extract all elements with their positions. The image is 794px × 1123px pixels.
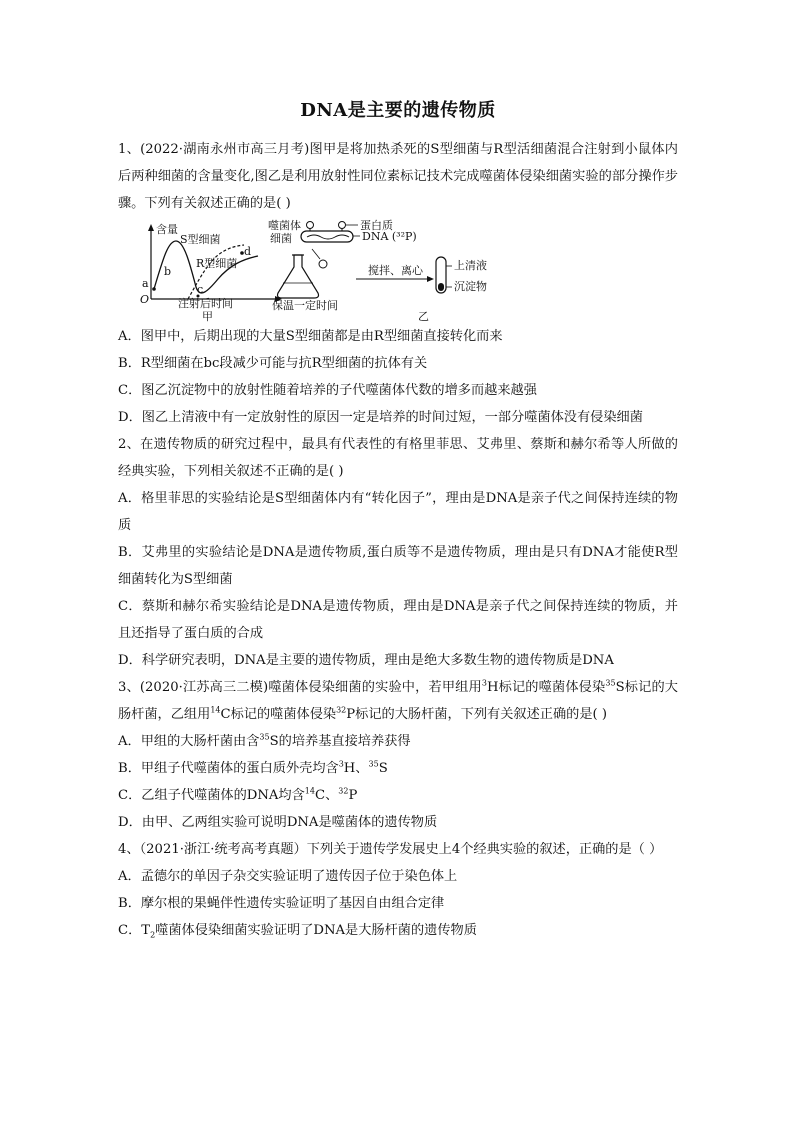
q2-option-d: D．科学研究表明，DNA是主要的遗传物质，理由是绝大多数生物的遗传物质是DNA (118, 653, 614, 668)
q2-stem: 2、在遗传物质的研究过程中，最具有代表性的有格里菲思、艾弗里、蔡斯和赫尔希等人所做的经典实验，下列相关叙述不正确的是( ) (118, 437, 678, 479)
q3-opt-b-sup: 35 (368, 759, 379, 769)
q2-option-a: A．格里菲思的实验结论是S型细菌体内有“转化因子”，理由是DNA是亲子代之间保持连续的物质 (118, 491, 678, 533)
q3-stem-part: C标记的噬菌体侵染 (220, 707, 337, 722)
fig-jia-b-point: b (164, 265, 172, 278)
q3-opt-a-part: S的培养基直接培养获得 (269, 734, 411, 749)
fig-jia-d-point: d (244, 245, 252, 258)
q3-opt-c-part: C、 (314, 788, 339, 803)
fig-yi-super-label: 上清液 (454, 259, 487, 272)
q4-option-c (118, 917, 678, 944)
q3-opt-b-part: S (378, 761, 388, 776)
fig-jia-r-label: R型细菌 (196, 257, 238, 270)
q1-option-a: A．图甲中，后期出现的大量S型细菌都是由R型细菌直接转化而来 (118, 329, 503, 344)
q3-option-d: D．由甲、乙两组实验可说明DNA是噬菌体的遗传物质 (118, 815, 438, 830)
q1-stem: 1、(2022·湖南永州市高三月考)图甲是将加热杀死的S型细菌与R型活细菌混合注射到小鼠体内后两种细菌的含量变化,图乙是利用放射性同位素标记技术完成噬菌体侵染细菌实验的部分操作步骤。下列有关叙述正确的是( ) (118, 142, 678, 211)
q1-figure (118, 219, 678, 323)
q4-opt-c-sub: 2 (150, 930, 156, 940)
q3-opt-c-part: C．乙组子代噬菌体的DNA均含 (118, 788, 305, 803)
fig-jia-origin: O (140, 293, 150, 306)
fig-jia-name: 甲 (202, 310, 213, 323)
q3-opt-b-part: H、 (343, 761, 369, 776)
q3-opt-c-sup: 14 (304, 786, 315, 796)
q3-option-b (118, 755, 678, 782)
q4-opt-c-part: 噬菌体侵染细菌实验证明了DNA是大肠杆菌的遗传物质 (155, 923, 477, 938)
q4-option-a: A．孟德尔的单因子杂交实验证明了遗传因子位于染色体上 (118, 869, 458, 884)
fig-yi-bacteria-label: 细菌 (270, 232, 292, 245)
q3-opt-b-sup: 3 (338, 759, 344, 769)
fig-yi-incubate-label: 保温一定时间 (272, 299, 338, 312)
fig-jia-x-label: 注射后时间 (178, 297, 233, 310)
q3-stem-part: P标记的大肠杆菌，下列有关叙述正确的是( ) (346, 707, 608, 722)
page-title: DNA是主要的遗传物质 (300, 100, 496, 121)
q3-stem-part: S标记的大肠杆菌，乙组用 (118, 680, 678, 722)
q2-option-b: B．艾弗里的实验结论是DNA是遗传物质,蛋白质等不是遗传物质，理由是只有DNA才能使R型细菌转化为S型细菌 (118, 545, 678, 587)
q3-option-a (118, 728, 678, 755)
q3-sup-14c: 14 (210, 705, 221, 715)
q1-option-b: B．R型细菌在bc段减少可能与抗R型细菌的抗体有关 (118, 356, 428, 371)
q3-opt-b-part: B．甲组子代噬菌体的蛋白质外壳均含 (118, 761, 339, 776)
fig-yi-phage-label: 噬菌体 (268, 219, 301, 232)
fig-yi-protein-label: 蛋白质 (360, 219, 393, 232)
q3-stem (118, 674, 678, 728)
fig-jia-y-label: 含量 (156, 223, 178, 236)
q1-option-c: C．图乙沉淀物中的放射性随着培养的子代噬菌体代数的增多而越来越强 (118, 383, 537, 398)
q3-opt-c-part: P (348, 788, 358, 803)
fig-yi-name: 乙 (418, 310, 429, 323)
q3-opt-a-part: A．甲组的大肠杆菌由含 (118, 734, 260, 749)
document-page (118, 96, 678, 944)
fig-yi-pellet-label: 沉淀物 (454, 280, 487, 293)
q3-opt-a-sup: 35 (259, 732, 270, 742)
q3-stem-part: 3、(2020·江苏高三二模)噬菌体侵染细菌的实验中，若甲组用 (118, 680, 482, 695)
q2-option-c: C．蔡斯和赫尔希实验结论是DNA是遗传物质，理由是DNA是亲子代之间保持连续的物质，并且还指导了蛋白质的合成 (118, 599, 678, 641)
fig-jia-c-point: c (197, 283, 204, 296)
q4-option-b: B．摩尔根的果蝇伴性遗传实验证明了基因自由组合定律 (118, 896, 445, 911)
q3-opt-c-sup: 32 (338, 786, 349, 796)
q3-stem-part: H标记的噬菌体侵染 (486, 680, 606, 695)
q4-opt-c-part: C．T (118, 923, 151, 938)
fig-jia-a-point: a (142, 277, 149, 290)
q4-stem: 4、（2021·浙江·统考高考真题）下列关于遗传学发展史上4个经典实验的叙述，正确的是（ ） (118, 842, 663, 857)
fig-jia-s-label: S型细菌 (180, 233, 221, 246)
q3-option-c (118, 782, 678, 809)
q3-sup-3h: 3 (481, 678, 487, 688)
fig-yi-stir-label: 搅拌、离心 (368, 264, 423, 277)
fig-yi-dna-label: DNA (³²P) (362, 230, 417, 243)
q3-sup-32p: 32 (336, 705, 347, 715)
q1-option-d: D．图乙上清液中有一定放射性的原因一定是培养的时间过短，一部分噬菌体没有侵染细菌 (118, 410, 643, 425)
q3-sup-35s: 35 (605, 678, 616, 688)
